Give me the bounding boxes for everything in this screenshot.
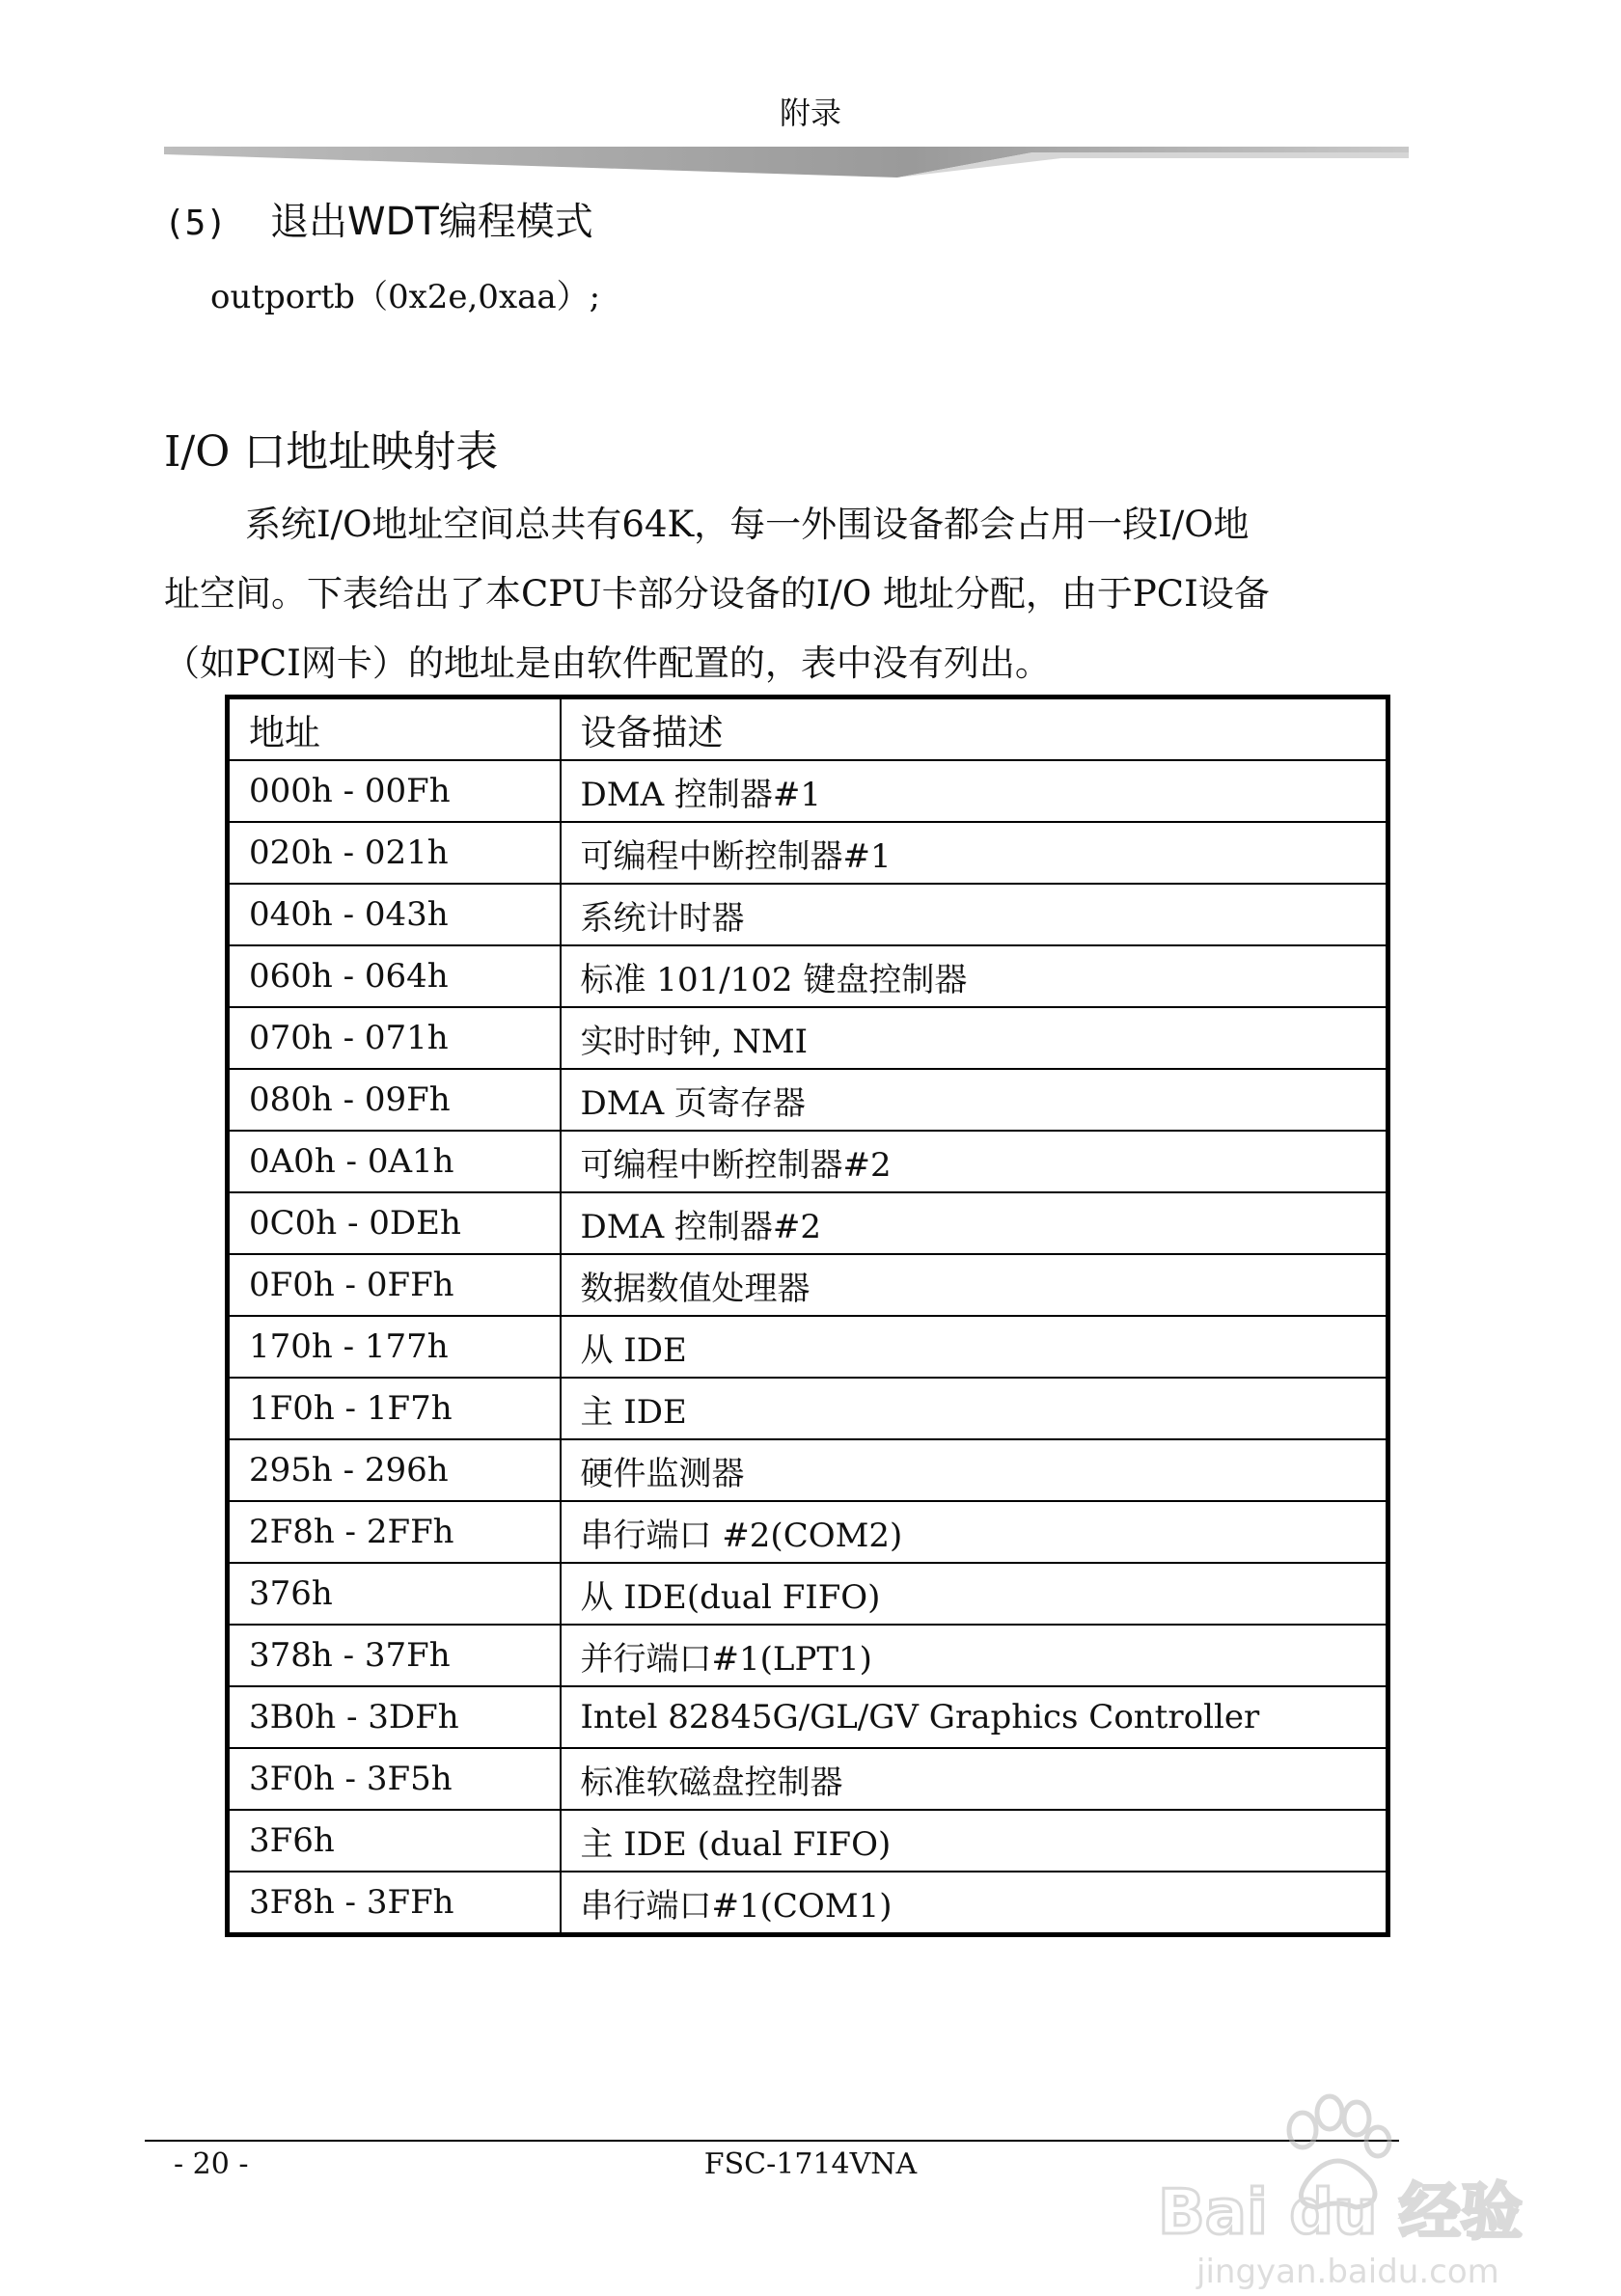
address-cell: 3F6h [228, 1810, 561, 1872]
table-row [228, 1007, 1388, 1069]
table-row [228, 884, 1388, 945]
address-cell: 060h - 064h [228, 945, 561, 1007]
table-row [228, 1748, 1388, 1810]
table-row [228, 1501, 1388, 1563]
description-cell: 系统计时器 [561, 884, 1388, 945]
address-cell: 376h [228, 1563, 561, 1625]
description-cell: 可编程中断控制器#2 [561, 1131, 1388, 1192]
io-address-table [225, 695, 1390, 1937]
page-number: - 20 - [174, 2147, 249, 2181]
address-cell: 070h - 071h [228, 1007, 561, 1069]
table-row [228, 1439, 1388, 1501]
header-rule [164, 145, 1409, 179]
io-map-title: I/O 口地址映射表 [164, 427, 499, 477]
description-cell: 串行端口#1(COM1) [561, 1872, 1388, 1935]
address-cell: 000h - 00Fh [228, 760, 561, 822]
table-row [228, 1254, 1388, 1316]
table-row [228, 1810, 1388, 1872]
section-heading [164, 191, 593, 246]
code-line: outportb（0x2e,0xaa）; [210, 278, 601, 316]
table-row [228, 1872, 1388, 1935]
address-cell: 080h - 09Fh [228, 1069, 561, 1131]
address-cell: 378h - 37Fh [228, 1625, 561, 1686]
description-cell: DMA 控制器#1 [561, 760, 1388, 822]
watermark-brand: Bai du 经验 [1158, 2177, 1523, 2249]
address-cell: 0F0h - 0FFh [228, 1254, 561, 1316]
watermark-url: jingyan.baidu.com [1196, 2253, 1499, 2291]
description-cell: 主 IDE (dual FIFO) [561, 1810, 1388, 1872]
table-row [228, 1563, 1388, 1625]
address-cell: 040h - 043h [228, 884, 561, 945]
description-cell: 硬件监测器 [561, 1439, 1388, 1501]
paragraph-line: 系统I/O地址空间总共有64K，每一外围设备都会占用一段I/O地 [245, 504, 1250, 545]
description-cell: 可编程中断控制器#1 [561, 822, 1388, 884]
description-cell: 从 IDE [561, 1316, 1388, 1378]
address-cell: 3B0h - 3DFh [228, 1686, 561, 1748]
section-title: 退出WDT编程模式 [270, 200, 593, 244]
description-cell: 主 IDE [561, 1378, 1388, 1439]
table-row [228, 760, 1388, 822]
header-address: 地址 [228, 697, 561, 761]
description-cell: 串行端口 #2(COM2) [561, 1501, 1388, 1563]
table-row [228, 1131, 1388, 1192]
model-name: FSC-1714VNA [703, 2147, 918, 2181]
address-cell: 170h - 177h [228, 1316, 561, 1378]
paragraph-line: 址空间。下表给出了本CPU卡部分设备的I/O 地址分配，由于PCI设备 [164, 573, 1270, 615]
address-cell: 020h - 021h [228, 822, 561, 884]
address-cell: 295h - 296h [228, 1439, 561, 1501]
header-title: 附录 [779, 95, 841, 131]
table-row [228, 822, 1388, 884]
description-cell: DMA 页寄存器 [561, 1069, 1388, 1131]
address-cell: 1F0h - 1F7h [228, 1378, 561, 1439]
paragraph-line: （如PCI网卡）的地址是由软件配置的，表中没有列出。 [164, 642, 1051, 684]
address-cell: 0A0h - 0A1h [228, 1131, 561, 1192]
baidu-watermark [1139, 2064, 1544, 2296]
address-cell: 3F8h - 3FFh [228, 1872, 561, 1935]
header-description: 设备描述 [561, 697, 1388, 761]
description-cell: 从 IDE(dual FIFO) [561, 1563, 1388, 1625]
description-cell: 实时时钟, NMI [561, 1007, 1388, 1069]
address-cell: 3F0h - 3F5h [228, 1748, 561, 1810]
table-row [228, 1625, 1388, 1686]
table-header-row [228, 697, 1388, 761]
description-cell: 数据数值处理器 [561, 1254, 1388, 1316]
table-row [228, 1192, 1388, 1254]
description-cell: Intel 82845G/GL/GV Graphics Controller [561, 1686, 1388, 1748]
table-row [228, 1686, 1388, 1748]
table-row [228, 1378, 1388, 1439]
description-cell: DMA 控制器#2 [561, 1192, 1388, 1254]
table-row [228, 1316, 1388, 1378]
description-cell: 标准 101/102 键盘控制器 [561, 945, 1388, 1007]
description-cell: 并行端口#1(LPT1) [561, 1625, 1388, 1686]
address-cell: 0C0h - 0DEh [228, 1192, 561, 1254]
address-cell: 2F8h - 2FFh [228, 1501, 561, 1563]
section-number: (5) [164, 204, 228, 243]
intro-paragraph [164, 490, 1418, 698]
table-row [228, 1069, 1388, 1131]
description-cell: 标准软磁盘控制器 [561, 1748, 1388, 1810]
table-row [228, 945, 1388, 1007]
